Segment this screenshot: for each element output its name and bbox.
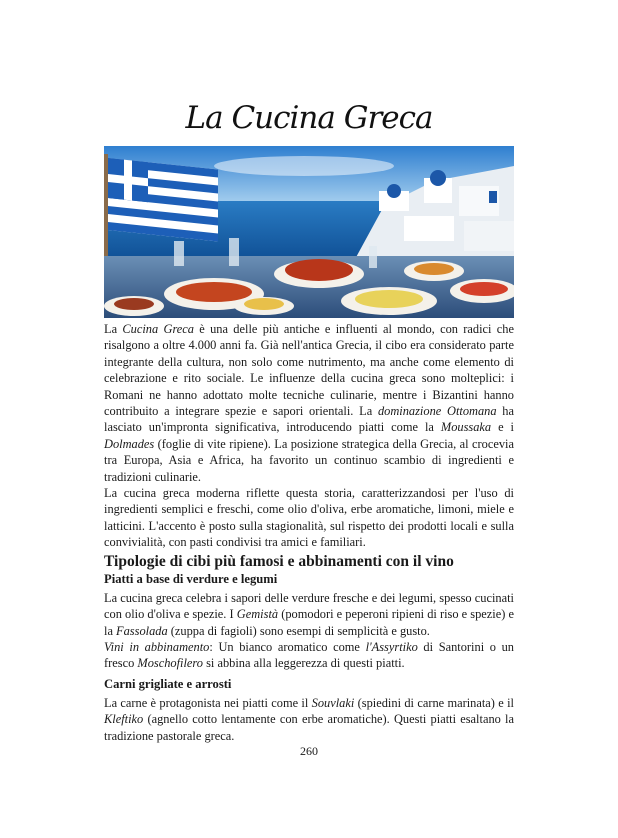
meat-paragraph: [104, 695, 514, 744]
text-run: di Santorini o un fresco: [104, 639, 515, 671]
italic-term: Souvlaki: [311, 695, 355, 710]
text-run: (pomodori e peperoni ripieni di riso e spezie) e la: [104, 607, 514, 638]
page-title: La Cucina Greca: [185, 100, 433, 136]
page-number: 260: [300, 744, 318, 758]
subheading-vegetables: Piatti a base di verdure e legumi: [104, 571, 278, 586]
italic-term: Moussaka: [440, 420, 492, 435]
text-run: La cucina greca moderna riflette questa storia, caratterizzandosi per l'uso di ingredienti semplici e freschi, come olio d'oliva, erbe aromatiche, limoni, miele e latticini. L'accento è posto sulla stagionalità, sul rispetto dei prodotti locali e sulla convivialità, con pasti condivisi tra amici e familiari.: [104, 486, 514, 550]
text-run: La: [104, 322, 123, 336]
italic-term: Kleftiko: [104, 712, 144, 727]
text-run: è una delle più antiche e influenti al mondo, con radici che risalgono a oltre 4.000 anni fa. Già nell'antica Grecia, il cibo era considerato parte integrante della cultura, non solo come nutrimento, ma anche come elemento di celebrazione e rito sociale. Le influenze della cucina greca sono molteplici: i Romani ne hanno adottato molte tecniche culinarie, mentre i Bizantini hanno contribuito a integrare spezie e sapori orientali. La: [104, 322, 514, 419]
section-heading: Tipologie di cibi più famosi e abbinamenti con il vino: [104, 552, 454, 570]
vegetables-paragraph: [104, 590, 514, 639]
text-run: La cucina greca celebra i sapori delle verdure fresche e dei legumi, spesso cucinati con olio d'oliva e spezie. I: [104, 590, 514, 622]
text-run: (foglie di vite ripiene). La posizione strategica della Grecia, al crocevia tra Europa, Asia e Africa, ha favorito un continuo scambio di ingredienti e tradizioni culinarie.: [104, 436, 514, 484]
intro-paragraph: [104, 321, 514, 485]
text-run: (agnello cotto lentamente con erbe aromatiche). Questi piatti esaltano la tradizione pastorale greca.: [104, 712, 514, 743]
greek-table-illustration: [104, 146, 514, 318]
italic-term: dominazione Ottomana: [377, 404, 497, 419]
italic-term: Dolmades: [104, 436, 155, 451]
text-run: La carne è protagonista nei piatti come il: [104, 695, 312, 710]
italic-term: Gemistà: [236, 607, 279, 622]
italic-term: Cucina Greca: [122, 322, 194, 336]
page-body: [104, 321, 514, 744]
italic-term: Vini in abbinamento: [104, 639, 210, 654]
text-run: e i: [491, 420, 514, 435]
italic-term: l'Assyrtiko: [365, 639, 418, 654]
subheading-meat: Carni grigliate e arrosti: [104, 676, 232, 691]
italic-term: Moschofilero: [137, 656, 203, 671]
italic-term: Fassolada: [116, 623, 168, 638]
vegetables-wine-paragraph: [104, 639, 514, 672]
text-run: si abbina alla leggerezza di questi piatti.: [203, 656, 405, 671]
text-run: : Un bianco aromatico come: [209, 639, 366, 654]
modern-cuisine-paragraph: [104, 485, 514, 551]
text-run: (zuppa di fagioli) sono esempi di semplicità e gusto.: [167, 623, 430, 638]
text-run: (spiedini di carne marinata) e il: [354, 695, 514, 710]
illustration-svg: [104, 146, 514, 318]
text-run: ha lasciato un'impronta significativa, introducendo piatti come la: [104, 404, 514, 435]
